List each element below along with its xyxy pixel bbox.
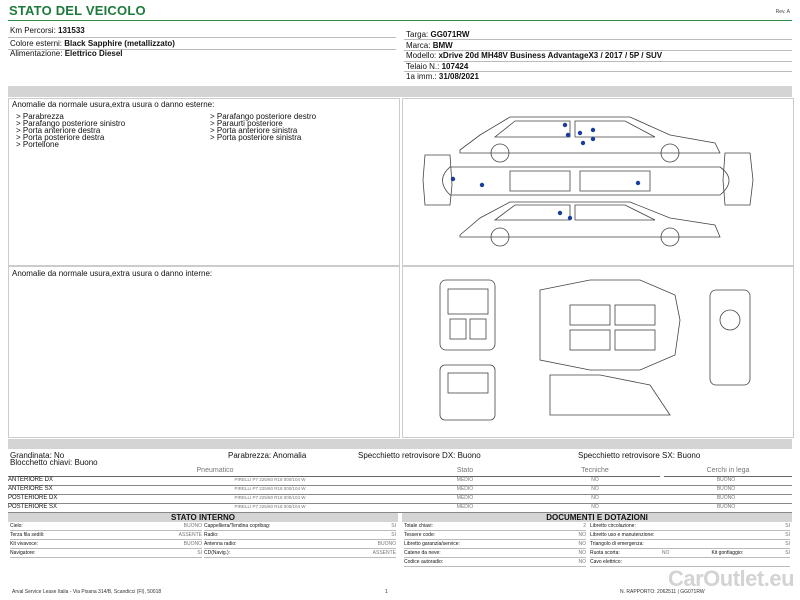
external-damage-list-2: [210, 113, 316, 141]
list-item: Cielo: BUONO: [10, 523, 202, 529]
tyres-header-cerchi: Cerchi in lega: [706, 467, 750, 474]
damage-marker: [568, 216, 572, 220]
damage-item: > Parafango posteriore destro: [210, 112, 317, 121]
hail-status: Grandinata: No: [10, 451, 65, 460]
damage-marker: [581, 141, 585, 145]
external-damage-title: Anomalie da normale usura,extra usura o danno esterne:: [12, 100, 215, 109]
table-row: POSTERIORE SX PIRELLI P7 225/60 R18 000/104 W MEDIO NO BUONO: [8, 504, 792, 513]
registration-row: 1a imm.: 31/08/2021: [406, 72, 479, 81]
damage-item: > Parafango posteriore sinistro: [16, 119, 126, 128]
damage-marker: [578, 131, 582, 135]
list-item: Codice autoradio: NO: [404, 559, 586, 565]
revision-label: Rev. A: [775, 9, 790, 15]
list-item: Totale chiavi: 2: [404, 523, 586, 529]
documents-left: [404, 522, 586, 567]
internal-state-header: STATO INTERNO: [8, 513, 398, 522]
title-divider: [8, 20, 792, 21]
km-value: 131533: [58, 26, 85, 35]
color-row: Colore esterni: Black Sapphire (metallizzato): [10, 39, 175, 48]
registration-value: 31/08/2021: [438, 72, 479, 81]
internal-state-left: [10, 522, 202, 558]
damage-marker: [636, 181, 640, 185]
damage-item: > Porta anteriore destra: [16, 126, 101, 135]
documents-header: DOCUMENTI E DOTAZIONI: [402, 513, 792, 522]
list-item: Tessere code: NO: [404, 532, 586, 538]
table-row: POSTERIORE DX PIRELLI P7 225/60 R18 000/104 W MEDIO NO BUONO: [8, 495, 792, 504]
watermark-logo: CarOutlet.eu: [668, 566, 795, 591]
make-row: Marca: BMW: [406, 41, 453, 50]
list-item: Libretto garanzia/service: NO: [404, 541, 586, 547]
damage-marker: [563, 123, 567, 127]
key-block-status: Blocchetto chiavi: Buono: [10, 458, 98, 467]
section-band: [8, 86, 792, 97]
list-item: Kit vivavoce: BUONO: [10, 541, 202, 547]
list-item: Catene da neve: NO: [404, 550, 586, 556]
page-title: STATO DEL VEICOLO: [9, 3, 146, 18]
fuel-value: Elettrico Diesel: [64, 49, 123, 58]
table-row: ANTERIORE DX PIRELLI P7 225/60 R18 000/104 W MEDIO NO BUONO: [8, 477, 792, 486]
damage-item: > Paraurti posteriore: [210, 119, 283, 128]
model-value: xDrive 20d MH48V Business AdvantageX3 / 2017 / 5P / SUV: [438, 51, 663, 60]
list-item: CD(Navig.): ASSENTE: [204, 550, 396, 556]
plate-row: Targa: GG071RW: [406, 30, 470, 39]
internal-state-right: [204, 522, 396, 558]
table-row: ANTERIORE SX PIRELLI P7 225/60 R18 000/104 W MEDIO NO BUONO: [8, 486, 792, 495]
damage-item: > Porta anteriore sinistra: [210, 126, 298, 135]
list-item: Libretto circolazione: SI: [590, 523, 790, 529]
chassis-value: 107424: [441, 62, 469, 71]
list-item: Libretto uso e manutenzione: SI: [590, 532, 790, 538]
chassis-row: Telaio N.: 107424: [406, 62, 469, 71]
list-item: Cappelliera/Tendina copribag: SI: [204, 523, 396, 529]
plate-value: GG071RW: [430, 30, 470, 39]
color-value: Black Sapphire (metallizzato): [64, 39, 175, 48]
tyres-table: [8, 477, 792, 513]
list-item: Cavo elettrico:: [590, 558, 790, 567]
damage-item: > Portellone: [16, 140, 59, 149]
damage-marker: [558, 211, 562, 215]
list-item: Triangolo di emergenza: SI: [590, 541, 790, 547]
km-row: Km Percorsi: 131533: [10, 26, 85, 35]
make-value: BMW: [432, 41, 453, 50]
list-item: Ruota scorta: NO Kit gonfiaggio: SI: [590, 550, 790, 556]
damage-item: > Porta posteriore destra: [16, 133, 105, 142]
damage-marker: [480, 183, 484, 187]
external-car-diagram: [420, 105, 760, 255]
tyres-header-tecniche: Tecniche: [581, 467, 609, 474]
damage-item: > Parabrezza: [16, 112, 64, 121]
footer-company: Arval Service Lease Italia - Via Pisana 314/B, Scandicci (FI), 50018: [12, 589, 162, 595]
documents-right: [590, 522, 790, 567]
mirror-sx-status: Specchietto retrovisore SX: Buono: [578, 451, 701, 460]
external-damage-list-1: [16, 113, 125, 148]
damage-marker: [591, 137, 595, 141]
internal-damage-title: Anomalie da normale usura,extra usura o danno interne:: [12, 269, 213, 278]
tyres-header-stato: Stato: [456, 467, 474, 474]
internal-car-diagram: [430, 275, 760, 430]
list-item: Radio: SI: [204, 532, 396, 538]
list-item: Antenna radio: BUONO: [204, 541, 396, 547]
fuel-row: Alimentazione: Elettrico Diesel: [10, 49, 123, 58]
damage-marker: [451, 177, 455, 181]
footer-ref: N. RAPPORTO: 2062511 | GG071RW: [620, 589, 705, 595]
mirror-dx-status: Specchietto retrovisore DX: Buono: [358, 451, 481, 460]
footer-page: 1: [385, 589, 388, 595]
tyres-header-pneumatico: Pneumatico: [196, 467, 234, 474]
list-item: Navigatore: SI: [10, 550, 202, 556]
damage-item: > Porta posteriore sinistra: [210, 133, 302, 142]
list-item: Terza fila sedili: ASSENTE: [10, 532, 202, 538]
damage-marker: [566, 133, 570, 137]
internal-damage-box: [8, 266, 400, 438]
damage-marker: [591, 128, 595, 132]
model-row: Modello: xDrive 20d MH48V Business AdvantageX3 / 2017 / 5P / SUV: [406, 51, 663, 60]
windshield-status: Parabrezza: Anomalia: [228, 451, 307, 460]
